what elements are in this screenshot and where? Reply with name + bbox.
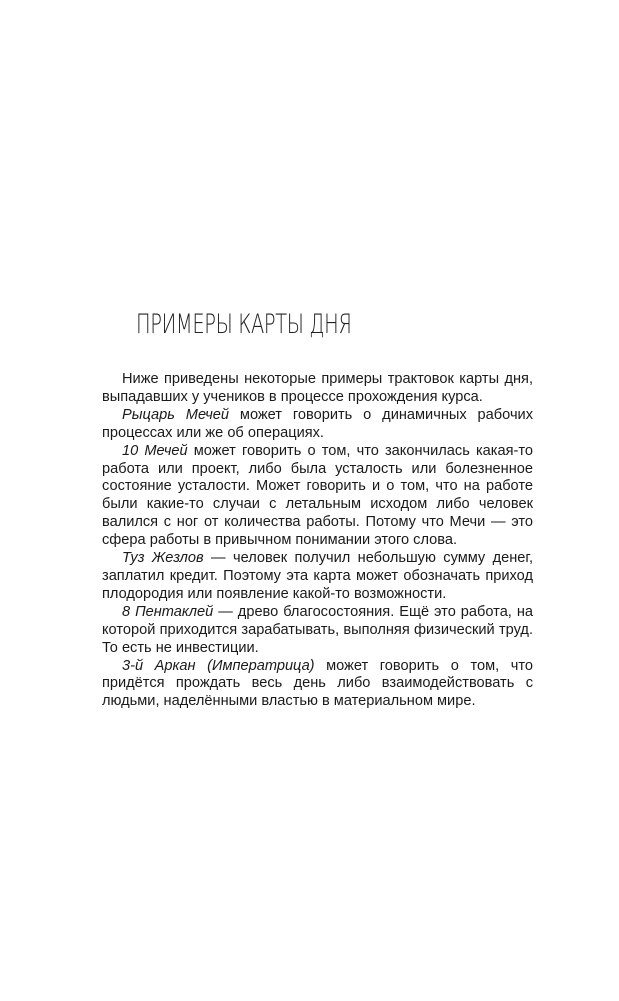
paragraph-eight-of-pentacles xyxy=(102,604,533,658)
card-name: 8 Пентаклей xyxy=(122,603,214,620)
card-name: 10 Мечей xyxy=(122,442,188,459)
body-text xyxy=(102,371,533,711)
paragraph-ace-of-wands xyxy=(102,550,533,604)
paragraph-empress xyxy=(102,658,533,712)
chapter-title: ПРИМЕРЫ КАРТЫ ДНЯ xyxy=(136,309,352,340)
card-name: Рыцарь Мечей xyxy=(122,406,230,423)
paragraph-text: — древо благосостояния. Ещё это работа, на которой приходится зарабатывать, выполняя физический труд. То есть не инвестиции. xyxy=(102,603,534,656)
card-name: 3-й Аркан (Императрица) xyxy=(122,657,315,674)
card-name: Туз Жезлов xyxy=(122,550,204,567)
paragraph-ten-of-swords xyxy=(102,443,533,550)
paragraph-intro xyxy=(102,371,533,407)
paragraph-text: Ниже приведены некоторые примеры трактовок карты дня, выпадавших у учеников в процессе прохождения курса. xyxy=(102,371,533,405)
paragraph-text: — человек получил небольшую сумму денег, заплатил кредит. Поэтому эта карта может обозначать приход плодородия или появление какой-то возможности. xyxy=(102,550,534,602)
paragraph-text: может говорить о том, что придётся прождать весь день либо взаимодействовать с людьми, наделёнными властью в материальном мире. xyxy=(102,657,533,710)
paragraph-text: может говорить о динамичных рабочих процессах или же об операциях. xyxy=(102,406,533,441)
paragraph-knight-of-swords xyxy=(102,407,533,443)
paragraph-text: может говорить о том, что закончилась какая-то работа или проект, либо была усталость или болезненное состояние усталости. Может говорить и о том, что на работе были какие-то случаи с летальным исходом либо человек валился с ног от количества работы. Потому что Мечи — это сфера работы в привычном понимании этого слова. xyxy=(102,442,533,549)
